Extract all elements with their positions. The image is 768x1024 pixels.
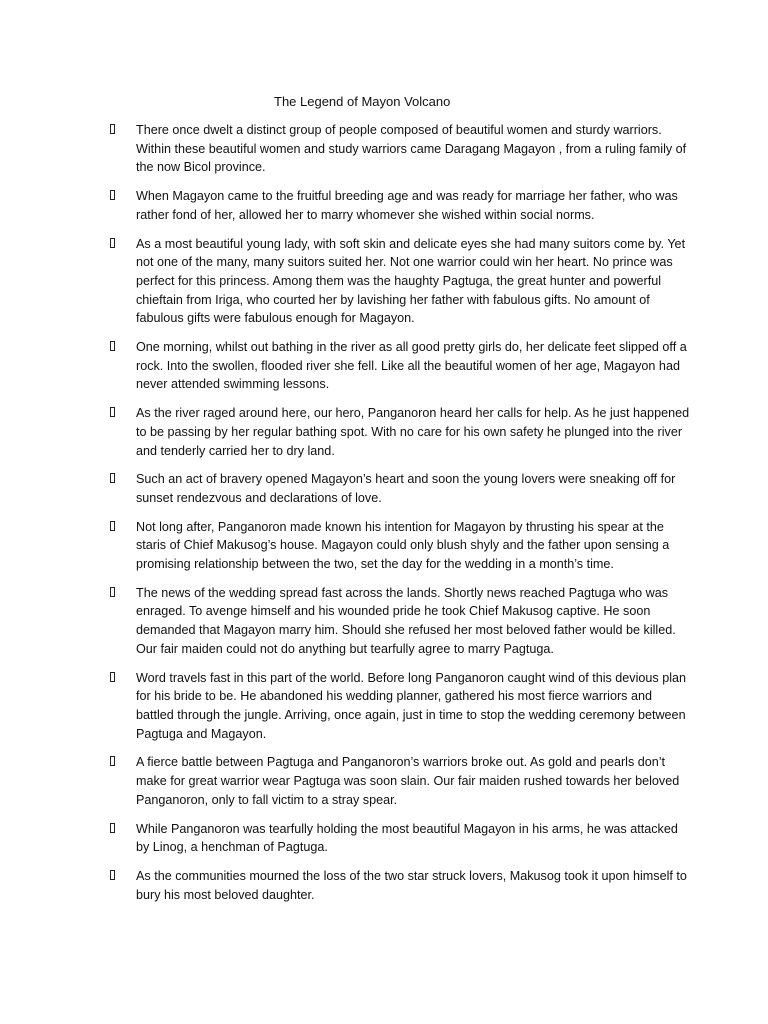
paragraph-text: As a most beautiful young lady, with soft skin and delicate eyes she had many suitors come by. Yet not one of the many, many suitors suited her. Not one warrior could win her heart. No prince was perfect for this princess. Among them was the haughty Pagtuga, the great hunter and powerful chieftain from Iriga, who courted her by lavishing her father with fabulous gifts. No amount of fabulous gifts were fabulous enough for Magayon. <box>136 236 686 326</box>
list-item <box>110 235 690 329</box>
list-item <box>110 753 690 809</box>
list-item <box>110 820 690 857</box>
list-item <box>110 584 690 659</box>
bullet-icon <box>110 521 115 531</box>
list-item <box>110 470 690 507</box>
list-item <box>110 404 690 460</box>
paragraph-text: As the communities mourned the loss of the two star struck lovers, Makusog took it upon himself to bury his most beloved daughter. <box>136 868 687 902</box>
list-item <box>110 669 690 744</box>
list-item <box>110 518 690 574</box>
paragraph-text: While Panganoron was tearfully holding the most beautiful Magayon in his arms, he was attacked by Linog, a henchman of Pagtuga. <box>136 821 678 855</box>
paragraph-text: The news of the wedding spread fast across the lands. Shortly news reached Pagtuga who was enraged. To avenge himself and his wounded pride he took Chief Makusog captive. He soon demanded that Magayon marry him. Should she refused her most beloved father would be killed. Our fair maiden could not do anything but tearfully agree to marry Pagtuga. <box>136 585 676 656</box>
list-item <box>110 867 690 904</box>
list-item <box>110 338 690 394</box>
bullet-icon <box>110 870 115 880</box>
bullet-icon <box>110 756 115 766</box>
paragraph-text: A fierce battle between Pagtuga and Panganoron’s warriors broke out. As gold and pearls don’t make for great warrior wear Pagtuga was soon slain. Our fair maiden rushed towards her beloved Panganoron, only to fall victim to a stray spear. <box>136 755 680 807</box>
paragraph-text: There once dwelt a distinct group of people composed of beautiful women and sturdy warriors. Within these beautiful women and study warriors came Daragang Magayon , from a ruling family of the now Bicol province. <box>136 123 687 175</box>
paragraph-list <box>110 121 690 914</box>
bullet-icon <box>110 190 115 200</box>
paragraph-text: Not long after, Panganoron made known his intention for Magayon by thrusting his spear at the staris of Chief Makusog’s house. Magayon could only blush shyly and the father upon sensing a promising relationship between the two, set the day for the wedding in a month’s time. <box>136 519 670 572</box>
bullet-icon <box>110 823 115 833</box>
paragraph-text: When Magayon came to the fruitful breeding age and was ready for marriage her father, who was rather fond of her, allowed her to marry whomever she wished within social norms. <box>136 189 678 222</box>
document-title: The Legend of Mayon Volcano <box>274 94 451 109</box>
paragraph-text: One morning, whilst out bathing in the river as all good pretty girls do, her delicate feet slipped off a rock. Into the swollen, flooded river she fell. Like all the beautiful women of her age, Magayon had never attended swimming lessons. <box>136 340 687 392</box>
bullet-icon <box>110 672 115 682</box>
bullet-icon <box>110 473 115 483</box>
bullet-icon <box>110 341 115 351</box>
paragraph-text: Such an act of bravery opened Magayon’s heart and soon the young lovers were sneaking off for sunset rendezvous and declarations of love. <box>136 472 676 505</box>
list-item <box>110 187 690 224</box>
bullet-icon <box>110 407 115 417</box>
bullet-icon <box>110 587 115 597</box>
list-item <box>110 121 690 177</box>
bullet-icon <box>110 124 115 134</box>
paragraph-text: As the river raged around here, our hero, Panganoron heard her calls for help. As he just happened to be passing by her regular bathing spot. With no care for his own safety he plunged into the river and tenderly carried her to dry land. <box>136 406 690 458</box>
bullet-icon <box>110 238 115 248</box>
paragraph-text: Word travels fast in this part of the world. Before long Panganoron caught wind of this devious plan for his bride to be. He abandoned his wedding planner, gathered his most fierce warriors and battled through the jungle. Arriving, once again, just in time to stop the wedding ceremony between Pagtuga and Magayon. <box>136 670 687 741</box>
